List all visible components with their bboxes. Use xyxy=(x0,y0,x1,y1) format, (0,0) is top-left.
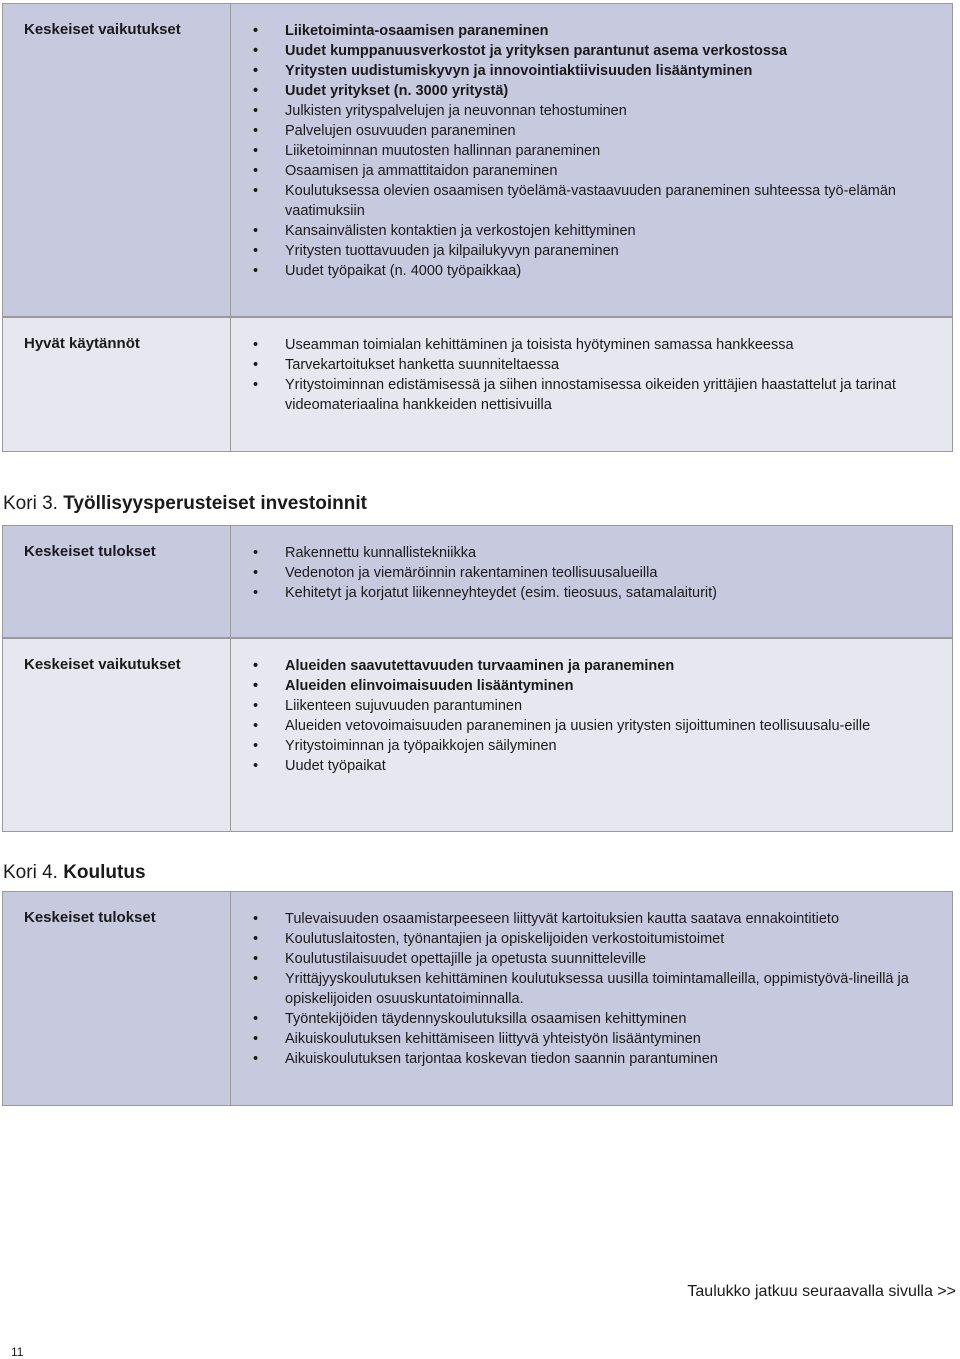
bullet-icon: • xyxy=(253,337,259,353)
item-list xyxy=(231,639,952,831)
list-item-text: Useamman toimialan kehittäminen ja toisista hyötyminen samassa hankkeessa xyxy=(285,337,794,353)
list-item xyxy=(253,656,932,676)
list-item xyxy=(253,21,932,41)
list-item xyxy=(253,181,932,221)
section-heading-kori3 xyxy=(3,493,367,515)
section-table xyxy=(2,638,953,832)
list-item-text: Osaamisen ja ammattitaidon paraneminen xyxy=(285,163,558,179)
list-item-text: Yritystoiminnan ja työpaikkojen säilyminen xyxy=(285,738,557,754)
list-item xyxy=(253,41,932,61)
bullet-icon: • xyxy=(253,545,259,561)
list-item xyxy=(253,1029,932,1049)
bullet-icon: • xyxy=(253,1011,259,1027)
section-label: Keskeiset tulokset xyxy=(3,892,231,1105)
bullet-icon: • xyxy=(253,678,259,694)
bullet-icon: • xyxy=(253,163,259,179)
list-item xyxy=(253,563,932,583)
list-item xyxy=(253,141,932,161)
list-item xyxy=(253,676,932,696)
list-item-text: Uudet työpaikat xyxy=(285,758,386,774)
list-item xyxy=(253,375,932,415)
list-item xyxy=(253,355,932,375)
list-item-text: Uudet työpaikat (n. 4000 työpaikkaa) xyxy=(285,263,522,279)
list-item xyxy=(253,1049,932,1069)
list-item xyxy=(253,736,932,756)
list-item xyxy=(253,543,932,563)
list-item-text: Liiketoiminta-osaamisen paraneminen xyxy=(285,23,549,39)
item-list xyxy=(231,318,952,451)
list-item xyxy=(253,241,932,261)
list-item-text: Yrittäjyyskoulutuksen kehittäminen koulutuksessa uusilla toimintamalleilla, oppimistyövä-lineillä ja opiskelijoiden osuuskuntatoiminnalla. xyxy=(285,971,909,1007)
list-item-text: Liiketoiminnan muutosten hallinnan paraneminen xyxy=(285,143,601,159)
section-label: Keskeiset vaikutukset xyxy=(3,4,231,316)
list-item-text: Uudet yritykset (n. 3000 yritystä) xyxy=(285,83,509,99)
list-item xyxy=(253,335,932,355)
bullet-icon: • xyxy=(253,738,259,754)
list-item-text: Tarvekartoitukset hanketta suunniteltaessa xyxy=(285,357,560,373)
section-table xyxy=(2,891,953,1106)
list-item xyxy=(253,969,932,1009)
section-table xyxy=(2,317,953,452)
bullet-icon: • xyxy=(253,243,259,259)
bullet-icon: • xyxy=(253,1051,259,1067)
page-number: 11 xyxy=(11,1345,24,1359)
list-item-text: Alueiden saavutettavuuden turvaaminen ja paraneminen xyxy=(285,658,675,674)
item-list xyxy=(231,892,952,1105)
list-item-text: Aikuiskoulutuksen kehittämiseen liittyvä yhteistyön lisääntyminen xyxy=(285,1031,701,1047)
list-item-text: Koulutuksessa olevien osaamisen työelämä-vastaavuuden paraneminen suhteessa työ-elämän vaatimuksiin xyxy=(285,183,896,219)
item-list xyxy=(231,526,952,637)
bullet-icon: • xyxy=(253,658,259,674)
item-list xyxy=(231,4,952,316)
list-item xyxy=(253,121,932,141)
bullet-icon: • xyxy=(253,223,259,239)
list-item-text: Uudet kumppanuusverkostot ja yrityksen parantunut asema verkostossa xyxy=(285,43,788,59)
section-heading-kori4 xyxy=(3,862,146,884)
bullet-icon: • xyxy=(253,565,259,581)
bullet-icon: • xyxy=(253,1031,259,1047)
list-item-text: Työntekijöiden täydennyskoulutuksilla osaamisen kehittyminen xyxy=(285,1011,687,1027)
heading-title: Työllisyysperusteiset investoinnit xyxy=(63,493,367,514)
heading-prefix: Kori 3. xyxy=(3,493,64,514)
list-item xyxy=(253,583,932,603)
list-item xyxy=(253,756,932,776)
section-table xyxy=(2,3,953,317)
bullet-icon: • xyxy=(253,103,259,119)
bullet-icon: • xyxy=(253,23,259,39)
list-item xyxy=(253,929,932,949)
bullet-icon: • xyxy=(253,43,259,59)
section-label: Keskeiset vaikutukset xyxy=(3,639,231,831)
list-item-text: Tulevaisuuden osaamistarpeeseen liittyvät kartoituksien kautta saatava ennakointitieto xyxy=(285,911,840,927)
bullet-icon: • xyxy=(253,263,259,279)
bullet-icon: • xyxy=(253,951,259,967)
section-label: Keskeiset tulokset xyxy=(3,526,231,637)
bullet-icon: • xyxy=(253,123,259,139)
list-item-text: Yritysten uudistumiskyvyn ja innovointiaktiivisuuden lisääntyminen xyxy=(285,63,753,79)
bullet-icon: • xyxy=(253,377,259,393)
list-item-text: Kansainvälisten kontaktien ja verkostojen kehittyminen xyxy=(285,223,636,239)
bullet-icon: • xyxy=(253,585,259,601)
list-item xyxy=(253,81,932,101)
list-item-text: Alueiden vetovoimaisuuden paraneminen ja uusien yritysten sijoittuminen teollisuusalu-eille xyxy=(285,718,871,734)
list-item-text: Aikuiskoulutuksen tarjontaa koskevan tiedon saannin parantuminen xyxy=(285,1051,718,1067)
list-item-text: Yritystoiminnan edistämisessä ja siihen innostamisessa oikeiden yrittäjien haastattelut ja tarinat videomateriaalina hankkeiden nettisivuilla xyxy=(285,377,896,413)
list-item xyxy=(253,716,932,736)
list-item xyxy=(253,61,932,81)
list-item xyxy=(253,101,932,121)
bullet-icon: • xyxy=(253,698,259,714)
list-item-text: Palvelujen osuvuuden paraneminen xyxy=(285,123,516,139)
bullet-icon: • xyxy=(253,911,259,927)
heading-prefix: Kori 4. xyxy=(3,862,64,883)
list-item-text: Kehitetyt ja korjatut liikenneyhteydet (esim. tieosuus, satamalaiturit) xyxy=(285,585,717,601)
heading-title: Koulutus xyxy=(63,862,146,883)
section-table xyxy=(2,525,953,638)
list-item xyxy=(253,696,932,716)
section-label: Hyvät käytännöt xyxy=(3,318,231,451)
bullet-icon: • xyxy=(253,63,259,79)
list-item-text: Koulutuslaitosten, työnantajien ja opiskelijoiden verkostoitumistoimet xyxy=(285,931,725,947)
bullet-icon: • xyxy=(253,357,259,373)
bullet-icon: • xyxy=(253,83,259,99)
bullet-icon: • xyxy=(253,971,259,987)
list-item xyxy=(253,949,932,969)
bullet-icon: • xyxy=(253,143,259,159)
bullet-icon: • xyxy=(253,718,259,734)
list-item xyxy=(253,221,932,241)
list-item-text: Vedenoton ja viemäröinnin rakentaminen teollisuusalueilla xyxy=(285,565,658,581)
list-item xyxy=(253,1009,932,1029)
list-item xyxy=(253,261,932,281)
list-item-text: Koulutustilaisuudet opettajille ja opetusta suunnitteleville xyxy=(285,951,647,967)
list-item-text: Yritysten tuottavuuden ja kilpailukyvyn paraneminen xyxy=(285,243,619,259)
list-item-text: Rakennettu kunnallistekniikka xyxy=(285,545,477,561)
bullet-icon: • xyxy=(253,183,259,199)
list-item-text: Alueiden elinvoimaisuuden lisääntyminen xyxy=(285,678,574,694)
list-item xyxy=(253,161,932,181)
list-item-text: Julkisten yrityspalvelujen ja neuvonnan tehostuminen xyxy=(285,103,627,119)
bullet-icon: • xyxy=(253,931,259,947)
bullet-icon: • xyxy=(253,758,259,774)
list-item xyxy=(253,909,932,929)
list-item-text: Liikenteen sujuvuuden parantuminen xyxy=(285,698,523,714)
continuation-note: Taulukko jatkuu seuraavalla sivulla >> xyxy=(687,1283,956,1300)
